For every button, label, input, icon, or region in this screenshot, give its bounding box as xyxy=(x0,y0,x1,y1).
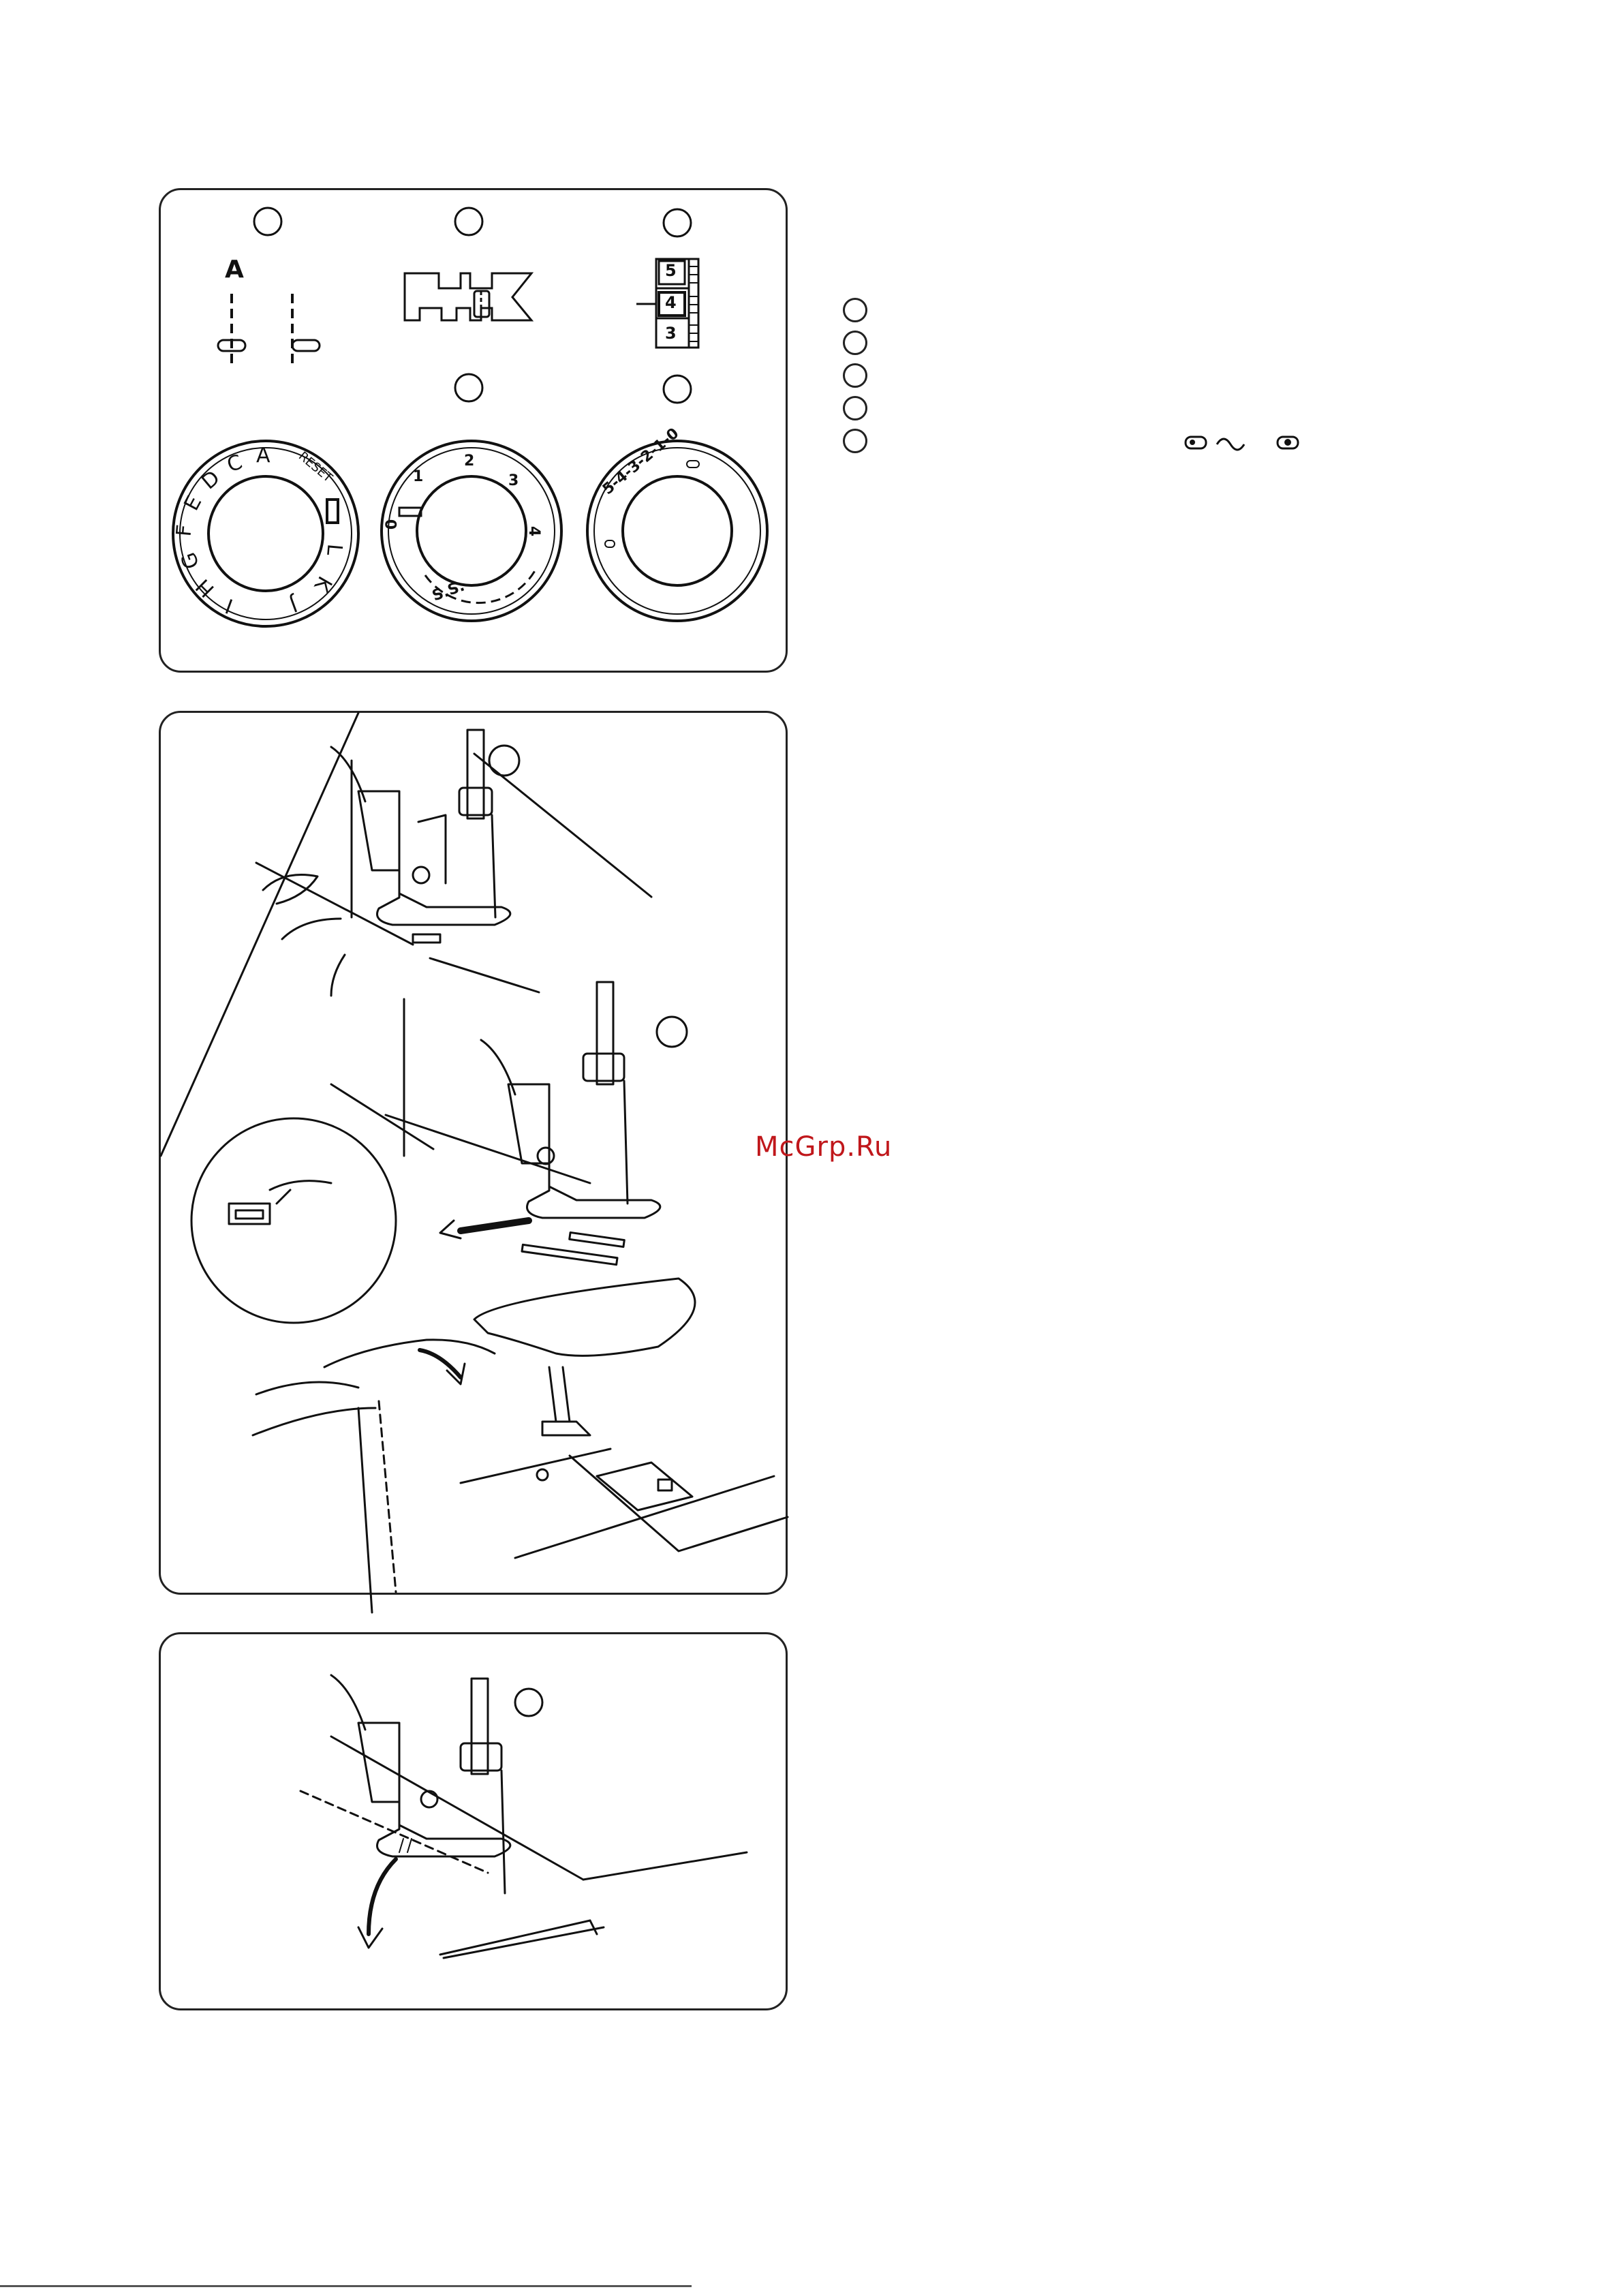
settings-panel xyxy=(159,188,788,673)
gauge-top-number: 5 xyxy=(665,261,677,280)
pattern-dial-letter-e: E xyxy=(179,491,207,515)
length-dial-mark-2: 2 xyxy=(464,453,475,470)
sewing-steps-illustration xyxy=(161,713,790,1597)
reference-bullet-1 xyxy=(843,298,867,322)
length-dial-mark-0: 0 xyxy=(384,519,401,530)
pattern-dial-reset-label: RESET xyxy=(295,448,335,486)
gauge-bottom-number: 3 xyxy=(665,324,677,343)
pattern-letter: A xyxy=(225,256,244,284)
reference-bullet-2 xyxy=(843,331,867,355)
pattern-dial-letter-k: K xyxy=(309,572,337,596)
watermark: McGrp.Ru xyxy=(755,1131,893,1163)
corner-turn-panel xyxy=(159,1632,788,2010)
footer-rule xyxy=(0,2285,692,2287)
reference-bullet-4 xyxy=(843,396,867,420)
pattern-dial-letter-j: J xyxy=(286,592,300,617)
length-dial-mark-4: 4 xyxy=(525,525,543,537)
pattern-dial-letter-a: A xyxy=(256,444,270,468)
pattern-dial-letter-i: I xyxy=(222,593,236,618)
pattern-dial-letter-g: G xyxy=(176,549,205,572)
pattern-dial-letter-d: D xyxy=(197,465,225,495)
sewing-steps-panel xyxy=(159,711,788,1595)
pattern-dial-letter-c: C xyxy=(223,450,246,478)
pattern-dial-letter-l: L xyxy=(322,542,347,557)
pattern-dial-letter-h: H xyxy=(191,574,219,602)
tension-dial-scale: 5-4-3-2-1-0 xyxy=(599,425,683,499)
corner-turn-illustration xyxy=(161,1634,790,2012)
length-dial-mark-1: 1 xyxy=(413,468,424,485)
length-dial-ss-label: S.S. xyxy=(430,577,467,605)
length-dial-mark-3: 3 xyxy=(508,472,519,489)
reference-bullet-5 xyxy=(843,429,867,453)
pattern-dial-letter-f: F xyxy=(172,523,197,538)
reference-bullet-3 xyxy=(843,363,867,388)
gauge-middle-number: 4 xyxy=(665,293,677,312)
settings-diagram xyxy=(161,190,790,675)
